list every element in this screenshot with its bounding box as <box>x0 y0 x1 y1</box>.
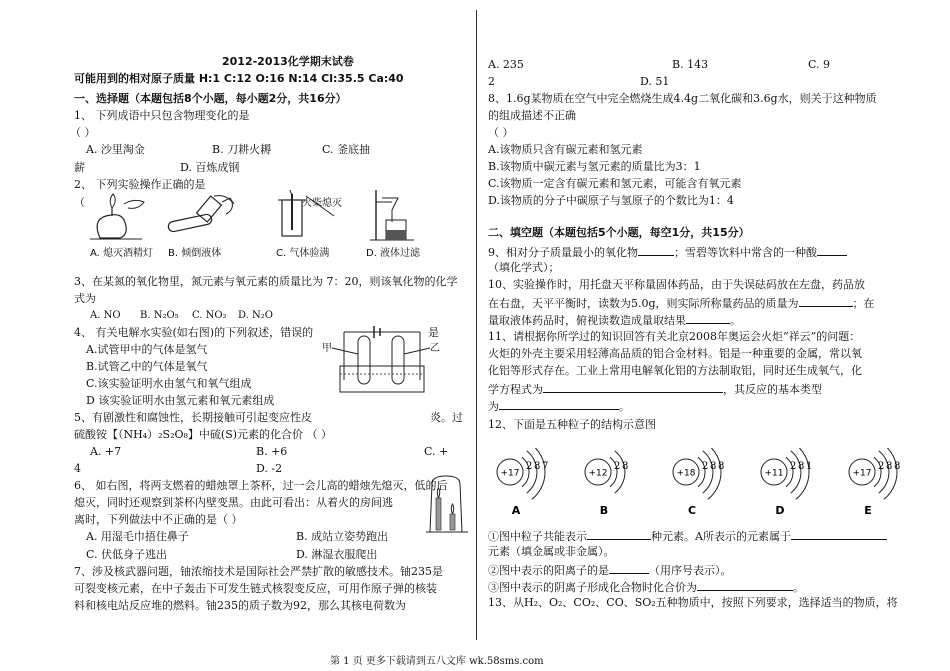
q3-stem-cont: 式为 <box>74 292 96 305</box>
q12-text-c: ②图中表示的阳离子的是 <box>488 564 609 577</box>
electrolysis-illustration <box>330 318 434 398</box>
q7-stem-cont: 可裂变核元素，在中子轰击下可发生链式核裂变反应，可用作原子弹的核装 <box>74 582 437 595</box>
q9-text-a: 9、相对分子质量最小的氧化物 <box>488 246 638 259</box>
electron-shell-arc <box>527 451 537 493</box>
q11-text-a: 学方程式为 <box>488 383 543 396</box>
q10-stem-cont2 <box>488 312 741 328</box>
q6-option-c: C. 伏低身子逃出 <box>86 548 168 561</box>
q9-blank-2[interactable] <box>817 244 847 256</box>
shell-electron-count: 2 <box>878 461 885 472</box>
q9-blank-1[interactable] <box>638 244 674 256</box>
q5-stem-tail: 炎。过 <box>430 411 463 424</box>
particle-diagrams-svg <box>484 448 924 520</box>
q11-stem-cont3 <box>488 381 822 397</box>
nucleus-charge: +17 <box>500 468 520 479</box>
q5-stem-cont: 硫酸铵【（NH₄）₂S₂O₈】中硫(S)元素的化合价 （ ） <box>74 428 333 441</box>
q11-blank-2[interactable] <box>499 398 619 410</box>
q10-stem-cont <box>488 295 875 311</box>
caption-d: D. 液体过滤 <box>366 248 421 259</box>
q12-blank-4[interactable] <box>697 579 793 591</box>
q3-option-d: D. N₂O <box>238 310 273 321</box>
q6-stem-cont2: 离时，下列做法中不正确的是（ ） <box>74 513 243 526</box>
caption-c: C. 气体验满 <box>276 248 330 259</box>
nucleus-charge: +12 <box>588 468 608 479</box>
q1-stem: 1、 下列成语中只包含物理变化的是 <box>74 109 250 122</box>
particle-c <box>673 448 724 517</box>
q9-stem-cont: （填化学式）； <box>488 261 560 274</box>
q12-sub1-cont: 元素（填金属或非金属）。 <box>488 545 615 558</box>
particle-label: B <box>599 504 609 517</box>
electron-shell-arc <box>796 448 809 499</box>
q8-option-d: D.该物质的分子中碳原子与氢原子的个数比为1：4 <box>488 194 734 207</box>
q3-option-c: C. NO₂ <box>192 310 227 321</box>
column-divider <box>476 10 477 640</box>
q12-blank-2[interactable] <box>791 528 887 540</box>
particle-label: D <box>775 504 785 517</box>
q4-stem-tail: 是 <box>428 326 439 339</box>
particle-b <box>585 451 628 517</box>
q12-blank-3[interactable] <box>609 562 649 574</box>
electron-shell-arc <box>703 451 713 493</box>
page-footer: 第 1 页 更多下载请到五八文库 wk.58sms.com <box>330 656 544 667</box>
q11-text-d: 。 <box>619 400 630 413</box>
shell-electron-count: 8 <box>886 461 893 472</box>
electron-shell-arc <box>615 451 625 493</box>
particle-a <box>497 448 548 517</box>
q7-stem-cont2: 料和核电站反应堆的燃料。铀235的质子数为92，那么其核电荷数为 <box>74 599 406 612</box>
q10-text-c: 量取液体药品时，俯视读数造成量取结果 <box>488 314 686 327</box>
alcohol-lamp-illustration <box>80 190 152 242</box>
electron-shell-arc <box>532 448 545 499</box>
q12-sub3 <box>488 579 804 595</box>
q6-stem: 6、 如右图，将两支燃着的蜡烛罩上茶杯，过一会儿高的蜡烛先熄灭，低的后 <box>74 479 448 492</box>
tube-yi-label: 乙 <box>430 343 440 354</box>
pouring-liquid-illustration <box>162 190 240 242</box>
nucleus-charge: +18 <box>676 468 696 479</box>
q11-blank-1[interactable] <box>543 381 723 393</box>
q2-paren: （ <box>74 196 85 209</box>
q7-stem: 7、涉及核武器问题，铀浓缩技术是国际社会严禁扩散的敏感技术。铀235是 <box>74 565 443 578</box>
caption-a: A. 熄灭酒精灯 <box>90 248 154 259</box>
q8-paren: （ ） <box>488 126 514 139</box>
q1-option-c: C. 釜底抽 <box>322 143 371 156</box>
q10-text-a: 在右盘，天平平衡时，读数为5.0g，则实际所称量药品的质量为 <box>488 297 799 310</box>
q9-text-b: ；雪碧等饮料中常含的一种酸 <box>674 246 817 259</box>
q10-blank-1[interactable] <box>799 295 853 307</box>
shell-electron-count: 2 <box>526 461 533 472</box>
q4-option-d: D 该实验证明水由氢元素和氧元素组成 <box>86 394 275 407</box>
electron-shell-arc <box>884 448 897 499</box>
q9-stem <box>488 244 847 260</box>
page-title: 2012-2013化学期末试卷 <box>222 55 354 68</box>
tube-jia-label: 甲 <box>322 343 332 354</box>
q10-blank-2[interactable] <box>686 312 730 324</box>
q11-stem: 11、请根据你所学过的知识回答有关北京2008年奥运会火炬“祥云”的问题： <box>488 330 861 343</box>
q11-stem-cont: 火炬的外壳主要采用轻薄高品质的铝合金材料。铝是一种重要的金属，常以氧 <box>488 347 862 360</box>
q10-stem: 10、实验操作时，用托盘天平称量固体药品，由于失误砝码放在左盘，药品放 <box>488 278 865 291</box>
particle-d <box>761 448 812 517</box>
candles-illustration <box>424 472 470 534</box>
particle-label: E <box>864 504 872 517</box>
electron-shell-arc <box>708 448 721 499</box>
particle-e <box>849 448 900 517</box>
q12-sub2 <box>488 562 732 578</box>
q3-option-a: A. NO <box>90 310 121 321</box>
shell-electron-count: 2 <box>790 461 797 472</box>
q7-option-b: B. 143 <box>672 58 709 71</box>
nucleus-charge: +11 <box>764 468 784 479</box>
q12-sub1 <box>488 528 887 544</box>
q7-option-c-cont: 2 <box>488 75 495 88</box>
q5-option-a: A. +7 <box>90 445 122 458</box>
q5-option-c-cont: 4 <box>74 462 81 475</box>
q12-text-b: 种元素。A所表示的元素属于 <box>651 530 791 543</box>
q1-option-b: B. 刀耕火耨 <box>212 143 272 156</box>
q8-stem-cont: 的组成描述不正确 <box>488 109 576 122</box>
shell-electron-count: 7 <box>542 461 549 472</box>
filtration-illustration <box>364 186 424 244</box>
q12-text-f: 。 <box>793 581 804 594</box>
shell-electron-count: 8 <box>894 461 901 472</box>
q8-option-a: A.该物质只含有碳元素和氢元素 <box>488 143 643 156</box>
q6-option-b: B. 成站立姿势跑出 <box>296 530 389 543</box>
section1-heading: 一、选择题（本题包括8个小题，每小题2分，共16分） <box>74 92 347 105</box>
q7-option-d: D. 51 <box>640 75 670 88</box>
q1-option-d: D. 百炼成钢 <box>180 161 240 174</box>
q4-option-b: B.试管乙中的气体是氧气 <box>86 360 208 373</box>
q8-option-c: C.该物质一定含有碳元素和氢元素，可能含有氧元素 <box>488 177 742 190</box>
q11-text-c: 为 <box>488 400 499 413</box>
shell-electron-count: 8 <box>622 461 629 472</box>
q11-text-b: ，其反应的基本类型 <box>723 383 822 396</box>
q12-text-e: ③图中表示的阴离子形成化合物时化合价为 <box>488 581 697 594</box>
q5-option-d: D. -2 <box>256 462 283 475</box>
shell-electron-count: 2 <box>614 461 621 472</box>
particle-label: C <box>687 504 697 517</box>
q6-option-d: D. 淋湿衣服爬出 <box>296 548 378 561</box>
q11-stem-cont2: 化铝等形式存在。工业上常用电解氧化铝的方法制取铝，同时还生成氧气，化 <box>488 364 862 377</box>
q5-option-b: B. +6 <box>256 445 288 458</box>
q3-stem: 3、在某氮的氧化物里，氮元素与氧元素的质量比为 7：20，则该氧化物的化学 <box>74 275 458 288</box>
q5-stem: 5、有剧激性和腐蚀性，长期接触可引起变应性皮 <box>74 411 312 424</box>
electron-shell-arc <box>879 451 889 493</box>
q7-option-a: A. 235 <box>488 58 524 71</box>
shell-electron-count: 2 <box>702 461 709 472</box>
q1-paren: （ ） <box>70 126 96 139</box>
q2-stem: 2、 下列实验操作正确的是 <box>74 178 206 191</box>
electron-shell-arc <box>791 451 801 493</box>
q5-option-c: C. + <box>424 445 449 458</box>
shell-electron-count: 8 <box>534 461 541 472</box>
caption-b: B. 倾倒液体 <box>168 248 222 259</box>
q4-option-c: C.该实验证明水由氢气和氧气组成 <box>86 377 252 390</box>
nucleus-charge: +17 <box>852 468 872 479</box>
atomic-masses: 可能用到的相对原子质量 H:1 C:12 O:16 N:14 Cl:35.5 Ca:40 <box>74 72 404 85</box>
q12-text-a: ①图中粒子共能表示 <box>488 530 587 543</box>
q8-option-b: B.该物质中碳元素与氢元素的质量比为3：1 <box>488 160 701 173</box>
q4-option-a: A.试管甲中的气体是氢气 <box>86 343 208 356</box>
q12-stem: 12、下面是五种粒子的结构示意图 <box>488 418 656 431</box>
shell-electron-count: 1 <box>806 461 813 472</box>
q4-stem: 4、 有关电解水实验(如右图)的下列叙述，错误的 <box>74 326 314 339</box>
q13-stem: 13、从H₂、O₂、CO₂、CO、SO₂五种物质中，按照下列要求，选择适当的物质，将 <box>488 596 898 609</box>
shell-electron-count: 8 <box>798 461 805 472</box>
q10-text-b: ；在 <box>852 297 875 310</box>
q1-option-c-cont: 薪 <box>74 161 85 174</box>
q7-option-c: C. 9 <box>808 58 831 71</box>
q6-option-a: A. 用湿毛巾捂住鼻子 <box>86 530 189 543</box>
match-extinguished-label: 火柴熄灭 <box>302 198 342 209</box>
q8-stem: 8、1.6g某物质在空气中完全燃烧生成4.4g二氧化碳和3.6g水，则关于这种物质 <box>488 92 877 105</box>
section2-heading: 二、填空题（本题包括5个小题，每空1分，共15分） <box>488 226 750 239</box>
particle-diagrams <box>484 448 924 520</box>
q1-option-a: A. 沙里淘金 <box>86 143 145 156</box>
q6-stem-cont: 熄灭，同时还观察到茶杯内壁变黑。由此可看出：从着火的房间逃 <box>74 496 393 509</box>
particle-label: A <box>511 504 521 517</box>
shell-electron-count: 8 <box>710 461 717 472</box>
q3-option-b: B. N₂O₅ <box>140 310 179 321</box>
q12-blank-1[interactable] <box>587 528 651 540</box>
q11-stem-cont4 <box>488 398 630 414</box>
shell-electron-count: 8 <box>718 461 725 472</box>
q10-text-d: 。 <box>730 314 741 327</box>
q12-text-d: （用序号表示）。 <box>649 564 732 577</box>
